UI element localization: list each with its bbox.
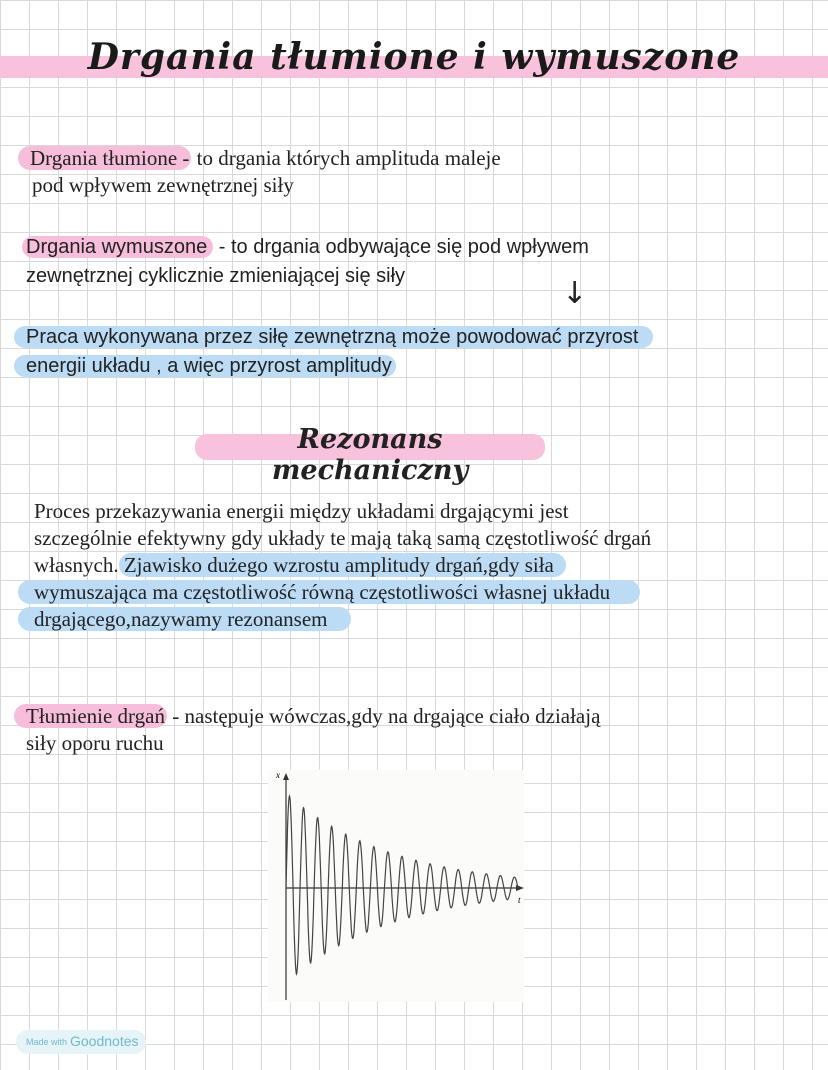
arrow-down-icon: ↓ — [562, 276, 588, 311]
graph-svg — [268, 770, 524, 1002]
resonance-line4: wymuszająca ma częstotliwość równą częstotliwości własnej układu — [18, 580, 640, 604]
resonance-line1: Proces przekazywania energii między układami drgającymi jest — [34, 499, 569, 523]
oscillation-curve — [286, 796, 518, 974]
note-line2: energii układu , a więc przyrost amplitudy — [14, 355, 396, 377]
definition-text: - to drgania odbywające się pod wpływem — [213, 236, 589, 258]
term-forced: Drgania wymuszone — [22, 236, 213, 258]
damped-oscillation-graph — [268, 770, 524, 1002]
note-line1: Praca wykonywana przez siłę zewnętrzną może powodować przyrost — [14, 326, 653, 348]
goodnotes-badge — [16, 1030, 146, 1054]
resonance-line5: drgającego,nazywamy rezonansem — [18, 607, 351, 631]
definition-text-line2: zewnętrznej cyklicznie zmieniającej się siły — [26, 265, 406, 287]
definition-text-line2: pod wpływem zewnętrznej siły — [32, 173, 294, 197]
definition-text: - następuje wówczas,gdy na drgające ciało działają — [167, 704, 601, 728]
definition-damped — [18, 145, 501, 199]
x-axis-label: x — [276, 770, 280, 780]
term-damped: Drgania tłumione - — [18, 146, 191, 170]
resonance-line2: szczególnie efektywny gdy układy te mają taką samą częstotliwość drgań — [34, 526, 652, 550]
page-title: Drgania tłumione i wymuszone — [87, 36, 741, 78]
definition-forced — [22, 233, 589, 291]
resonance-line3a: własnych. — [34, 553, 119, 577]
note-work — [14, 323, 653, 381]
badge-brand: Goodnotes — [70, 1033, 139, 1049]
t-axis-label: t — [518, 895, 521, 905]
resonance-paragraph — [34, 498, 651, 633]
resonance-line3b: Zjawisko dużego wzrostu amplitudy drgań,gdy siła — [119, 553, 566, 577]
x-axis-arrow — [283, 773, 289, 780]
definition-damping — [14, 703, 600, 757]
badge-made-with: Made with — [26, 1037, 68, 1047]
definition-text: to drgania których amplituda maleje — [191, 146, 501, 170]
definition-text-line2: siły oporu ruchu — [26, 731, 164, 755]
section-title: Rezonans mechaniczny — [271, 424, 469, 486]
term-damping: Tłumienie drgań — [14, 704, 167, 728]
